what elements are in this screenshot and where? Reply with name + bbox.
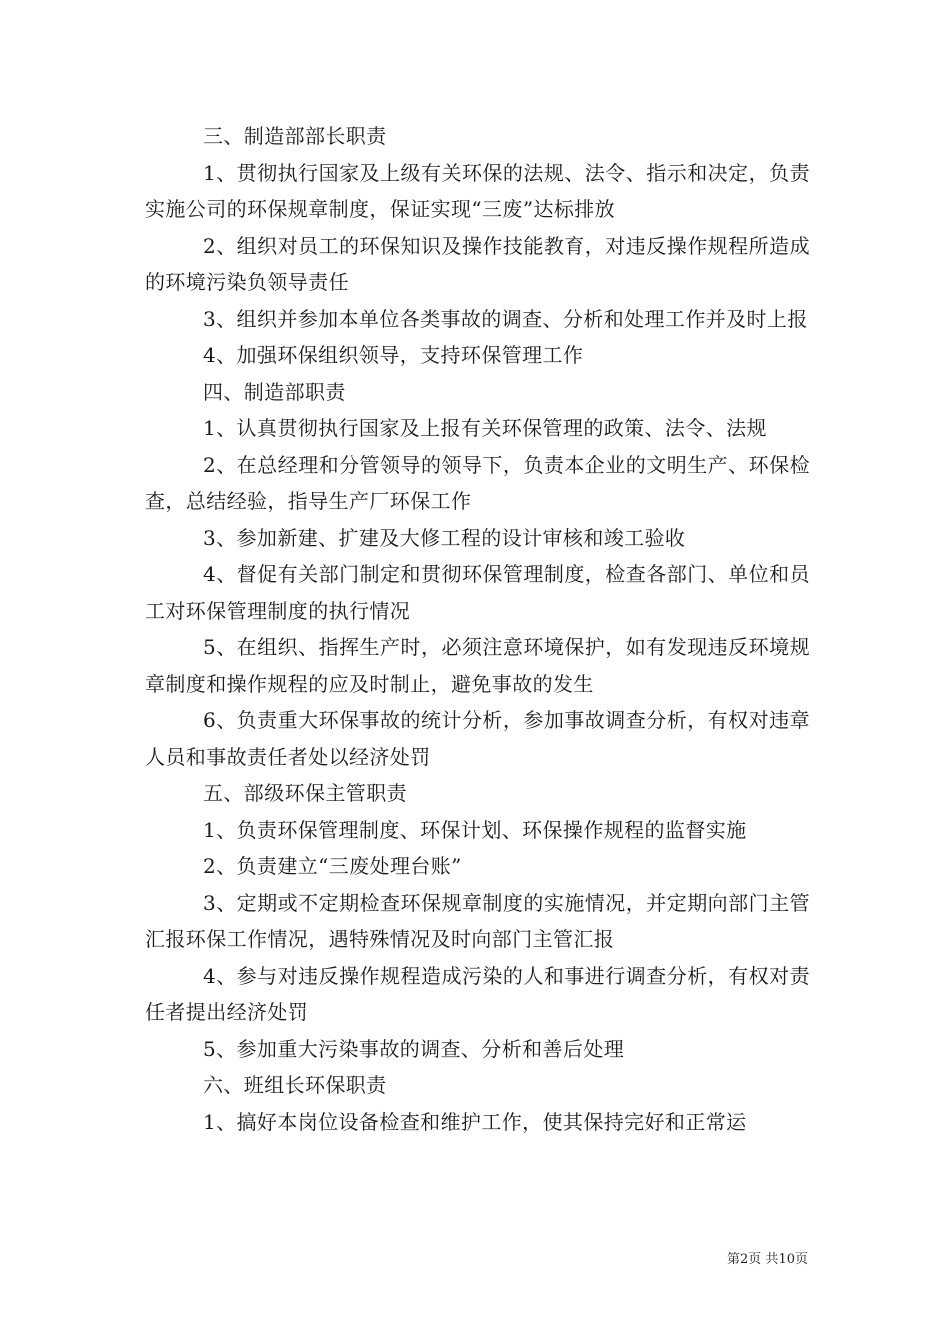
page-footer bbox=[0, 1248, 808, 1267]
document-body bbox=[145, 118, 810, 1140]
heading-section-4: 四、制造部职责 bbox=[203, 379, 346, 404]
paragraph-item: 1、搞好本岗位设备检查和维护工作，使其保持完好和正常运 bbox=[203, 1109, 747, 1134]
paragraph-item: 4、督促有关部门制定和贯彻环保管理制度，检查各部门、单位和员工对环保管理制度的执行情况 bbox=[145, 562, 810, 623]
paragraph-item: 1、认真贯彻执行国家及上报有关环保管理的政策、法令、法规 bbox=[203, 416, 767, 440]
footer-total-pages: 10 bbox=[778, 1252, 795, 1267]
paragraph-item: 4、加强环保组织领导，支持环保管理工作 bbox=[203, 343, 584, 367]
paragraph-item: 1、负责环保管理制度、环保计划、环保操作规程的监督实施 bbox=[203, 817, 747, 842]
heading-section-5: 五、部级环保主管职责 bbox=[203, 781, 407, 805]
paragraph-item: 2、负责建立“三废处理台账” bbox=[203, 854, 462, 878]
paragraph-item: 3、定期或不定期检查环保规章制度的实施情况，并定期向部门主管汇报环保工作情况，遇特殊情况及时向部门主管汇报 bbox=[145, 890, 810, 951]
paragraph-item: 1、贯彻执行国家及上级有关环保的法规、法令、指示和决定，负责实施公司的环保规章制度，保证实现“三废”达标排放 bbox=[145, 160, 810, 221]
paragraph-item: 3、组织并参加本单位各类事故的调查、分析和处理工作并及时上报 bbox=[203, 306, 808, 331]
paragraph-item: 6、负责重大环保事故的统计分析，参加事故调查分析，有权对违章人员和事故责任者处以经济处罚 bbox=[145, 708, 810, 769]
footer-prefix: 第 bbox=[727, 1252, 741, 1267]
footer-suffix: 页 bbox=[794, 1252, 808, 1267]
paragraph-item: 2、组织对员工的环保知识及操作技能教育，对违反操作规程所造成的环境污染负领导责任 bbox=[145, 233, 810, 294]
heading-section-3: 三、制造部部长职责 bbox=[203, 124, 387, 148]
paragraph-item: 3、参加新建、扩建及大修工程的设计审核和竣工验收 bbox=[203, 525, 686, 550]
heading-section-6: 六、班组长环保职责 bbox=[203, 1073, 387, 1097]
footer-current-page: 2 bbox=[740, 1252, 749, 1267]
paragraph-item: 5、在组织、指挥生产时，必须注意环境保护，如有发现违反环境规章制度和操作规程的应及时制止，避免事故的发生 bbox=[145, 635, 810, 696]
paragraph-item: 4、参与对违反操作规程造成污染的人和事进行调查分析，有权对责任者提出经济处罚 bbox=[145, 963, 810, 1024]
paragraph-item: 2、在总经理和分管领导的领导下，负责本企业的文明生产、环保检查，总结经验，指导生产厂环保工作 bbox=[145, 452, 810, 513]
footer-middle: 页 共 bbox=[748, 1252, 779, 1267]
paragraph-item: 5、参加重大污染事故的调查、分析和善后处理 bbox=[203, 1036, 625, 1061]
